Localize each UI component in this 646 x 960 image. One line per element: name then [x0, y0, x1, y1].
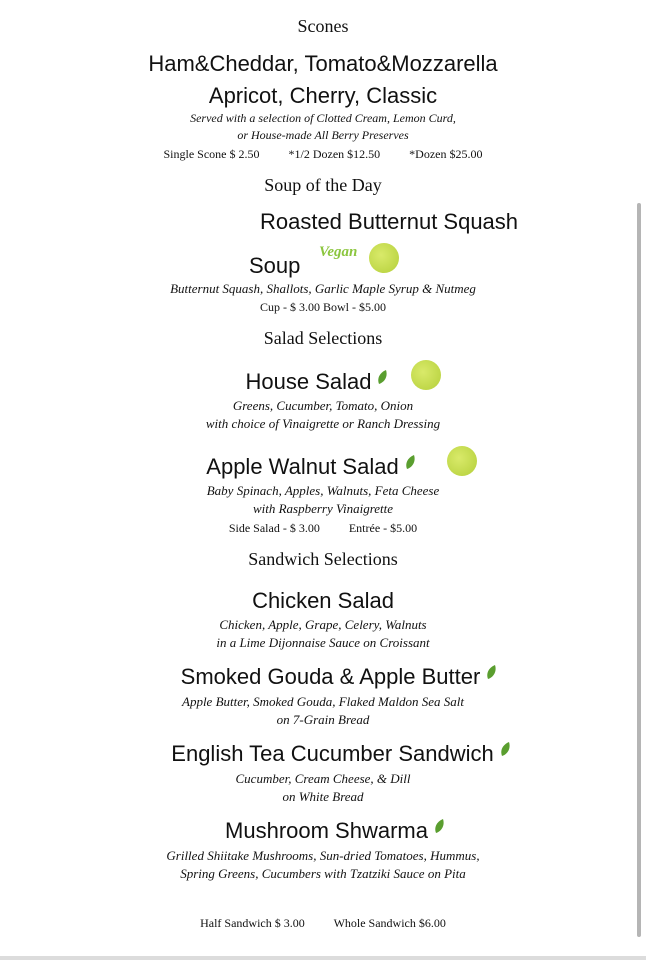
price-dozen: *Dozen $25.00 — [409, 147, 483, 161]
soup-heading: Soup of the Day — [264, 175, 382, 195]
scones-heading: Scones — [297, 16, 349, 36]
page-bottom-edge — [0, 956, 646, 960]
apple-walnut-salad-name: Apple Walnut Salad — [206, 454, 399, 479]
salads-heading: Salad Selections — [263, 328, 383, 348]
cucumber-sandwich-name: English Tea Cucumber Sandwich — [171, 741, 494, 766]
mushroom-shwarma-desc-line1: Grilled Shiitake Mushrooms, Sun-dried Tomatoes, Hummus, — [166, 848, 480, 863]
price-half-dozen: *1/2 Dozen $12.50 — [288, 147, 381, 161]
gluten-free-badge-icon — [411, 360, 441, 390]
price-half-sandwich: Half Sandwich $ 3.00 — [200, 916, 305, 930]
leaf-icon — [434, 819, 445, 834]
soup-desc: Butternut Squash, Shallots, Garlic Maple Syrup & Nutmeg — [170, 281, 476, 296]
leaf-icon — [500, 742, 511, 757]
sandwich-prices — [0, 916, 646, 931]
house-salad-name: House Salad — [245, 369, 372, 394]
apple-walnut-salad-desc-line2: with Raspberry Vinaigrette — [252, 501, 394, 516]
mushroom-shwarma-name: Mushroom Shwarma — [225, 818, 428, 843]
chicken-salad-name: Chicken Salad — [252, 588, 394, 613]
scones-flavors-line2: Apricot, Cherry, Classic — [208, 83, 438, 108]
price-whole-sandwich: Whole Sandwich $6.00 — [333, 916, 446, 930]
chicken-salad-desc-line1: Chicken, Apple, Grape, Celery, Walnuts — [219, 617, 427, 632]
leaf-icon — [405, 455, 416, 470]
soup-name-line1: Roasted Butternut Squash — [259, 209, 519, 234]
vegan-badge-icon: Vegan — [319, 244, 358, 260]
vertical-scrollbar[interactable] — [637, 203, 641, 937]
soup-prices: Cup - $ 3.00 Bowl - $5.00 — [260, 300, 386, 314]
price-side-salad: Side Salad - $ 3.00 — [228, 521, 320, 535]
house-salad-desc-line1: Greens, Cucumber, Tomato, Onion — [232, 398, 414, 413]
house-salad-desc-line2: with choice of Vinaigrette or Ranch Dressing — [205, 416, 441, 431]
gluten-free-badge-icon — [369, 243, 399, 273]
cucumber-sandwich-title — [18, 741, 646, 767]
cucumber-sandwich-desc-line2: on White Bread — [282, 789, 364, 804]
gluten-free-badge-icon — [447, 446, 477, 476]
chicken-salad-desc-line2: in a Lime Dijonnaise Sauce on Croissant — [216, 635, 430, 650]
smoked-gouda-desc-line1: Apple Butter, Smoked Gouda, Flaked Maldon Sea Salt — [182, 694, 464, 709]
apple-walnut-salad-desc-line1: Baby Spinach, Apples, Walnuts, Feta Cheese — [206, 483, 440, 498]
cucumber-sandwich-desc-line1: Cucumber, Cream Cheese, & Dill — [235, 771, 411, 786]
smoked-gouda-title — [16, 664, 646, 690]
mushroom-shwarma-title — [12, 818, 646, 844]
smoked-gouda-name: Smoked Gouda & Apple Butter — [180, 664, 481, 689]
house-salad-title — [0, 369, 640, 395]
mushroom-shwarma-desc-line2: Spring Greens, Cucumbers with Tzatziki Sauce on Pita — [180, 866, 466, 881]
smoked-gouda-desc-line2: on 7-Grain Bread — [276, 712, 370, 727]
leaf-icon — [377, 370, 388, 385]
salad-prices — [0, 521, 646, 536]
price-entree-salad: Entrée - $5.00 — [348, 521, 418, 535]
scones-desc-line2: or House-made All Berry Preserves — [237, 128, 409, 142]
scones-prices — [0, 147, 646, 162]
scones-desc-line1: Served with a selection of Clotted Cream, Lemon Curd, — [190, 111, 456, 125]
soup-name-line2: Soup — [249, 253, 301, 278]
apple-walnut-salad-title — [0, 454, 634, 480]
scones-flavors-line1: Ham&Cheddar, Tomato&Mozzarella — [148, 51, 498, 76]
price-single-scone: Single Scone $ 2.50 — [163, 147, 260, 161]
leaf-icon — [486, 665, 497, 680]
sandwiches-heading: Sandwich Selections — [248, 549, 398, 569]
